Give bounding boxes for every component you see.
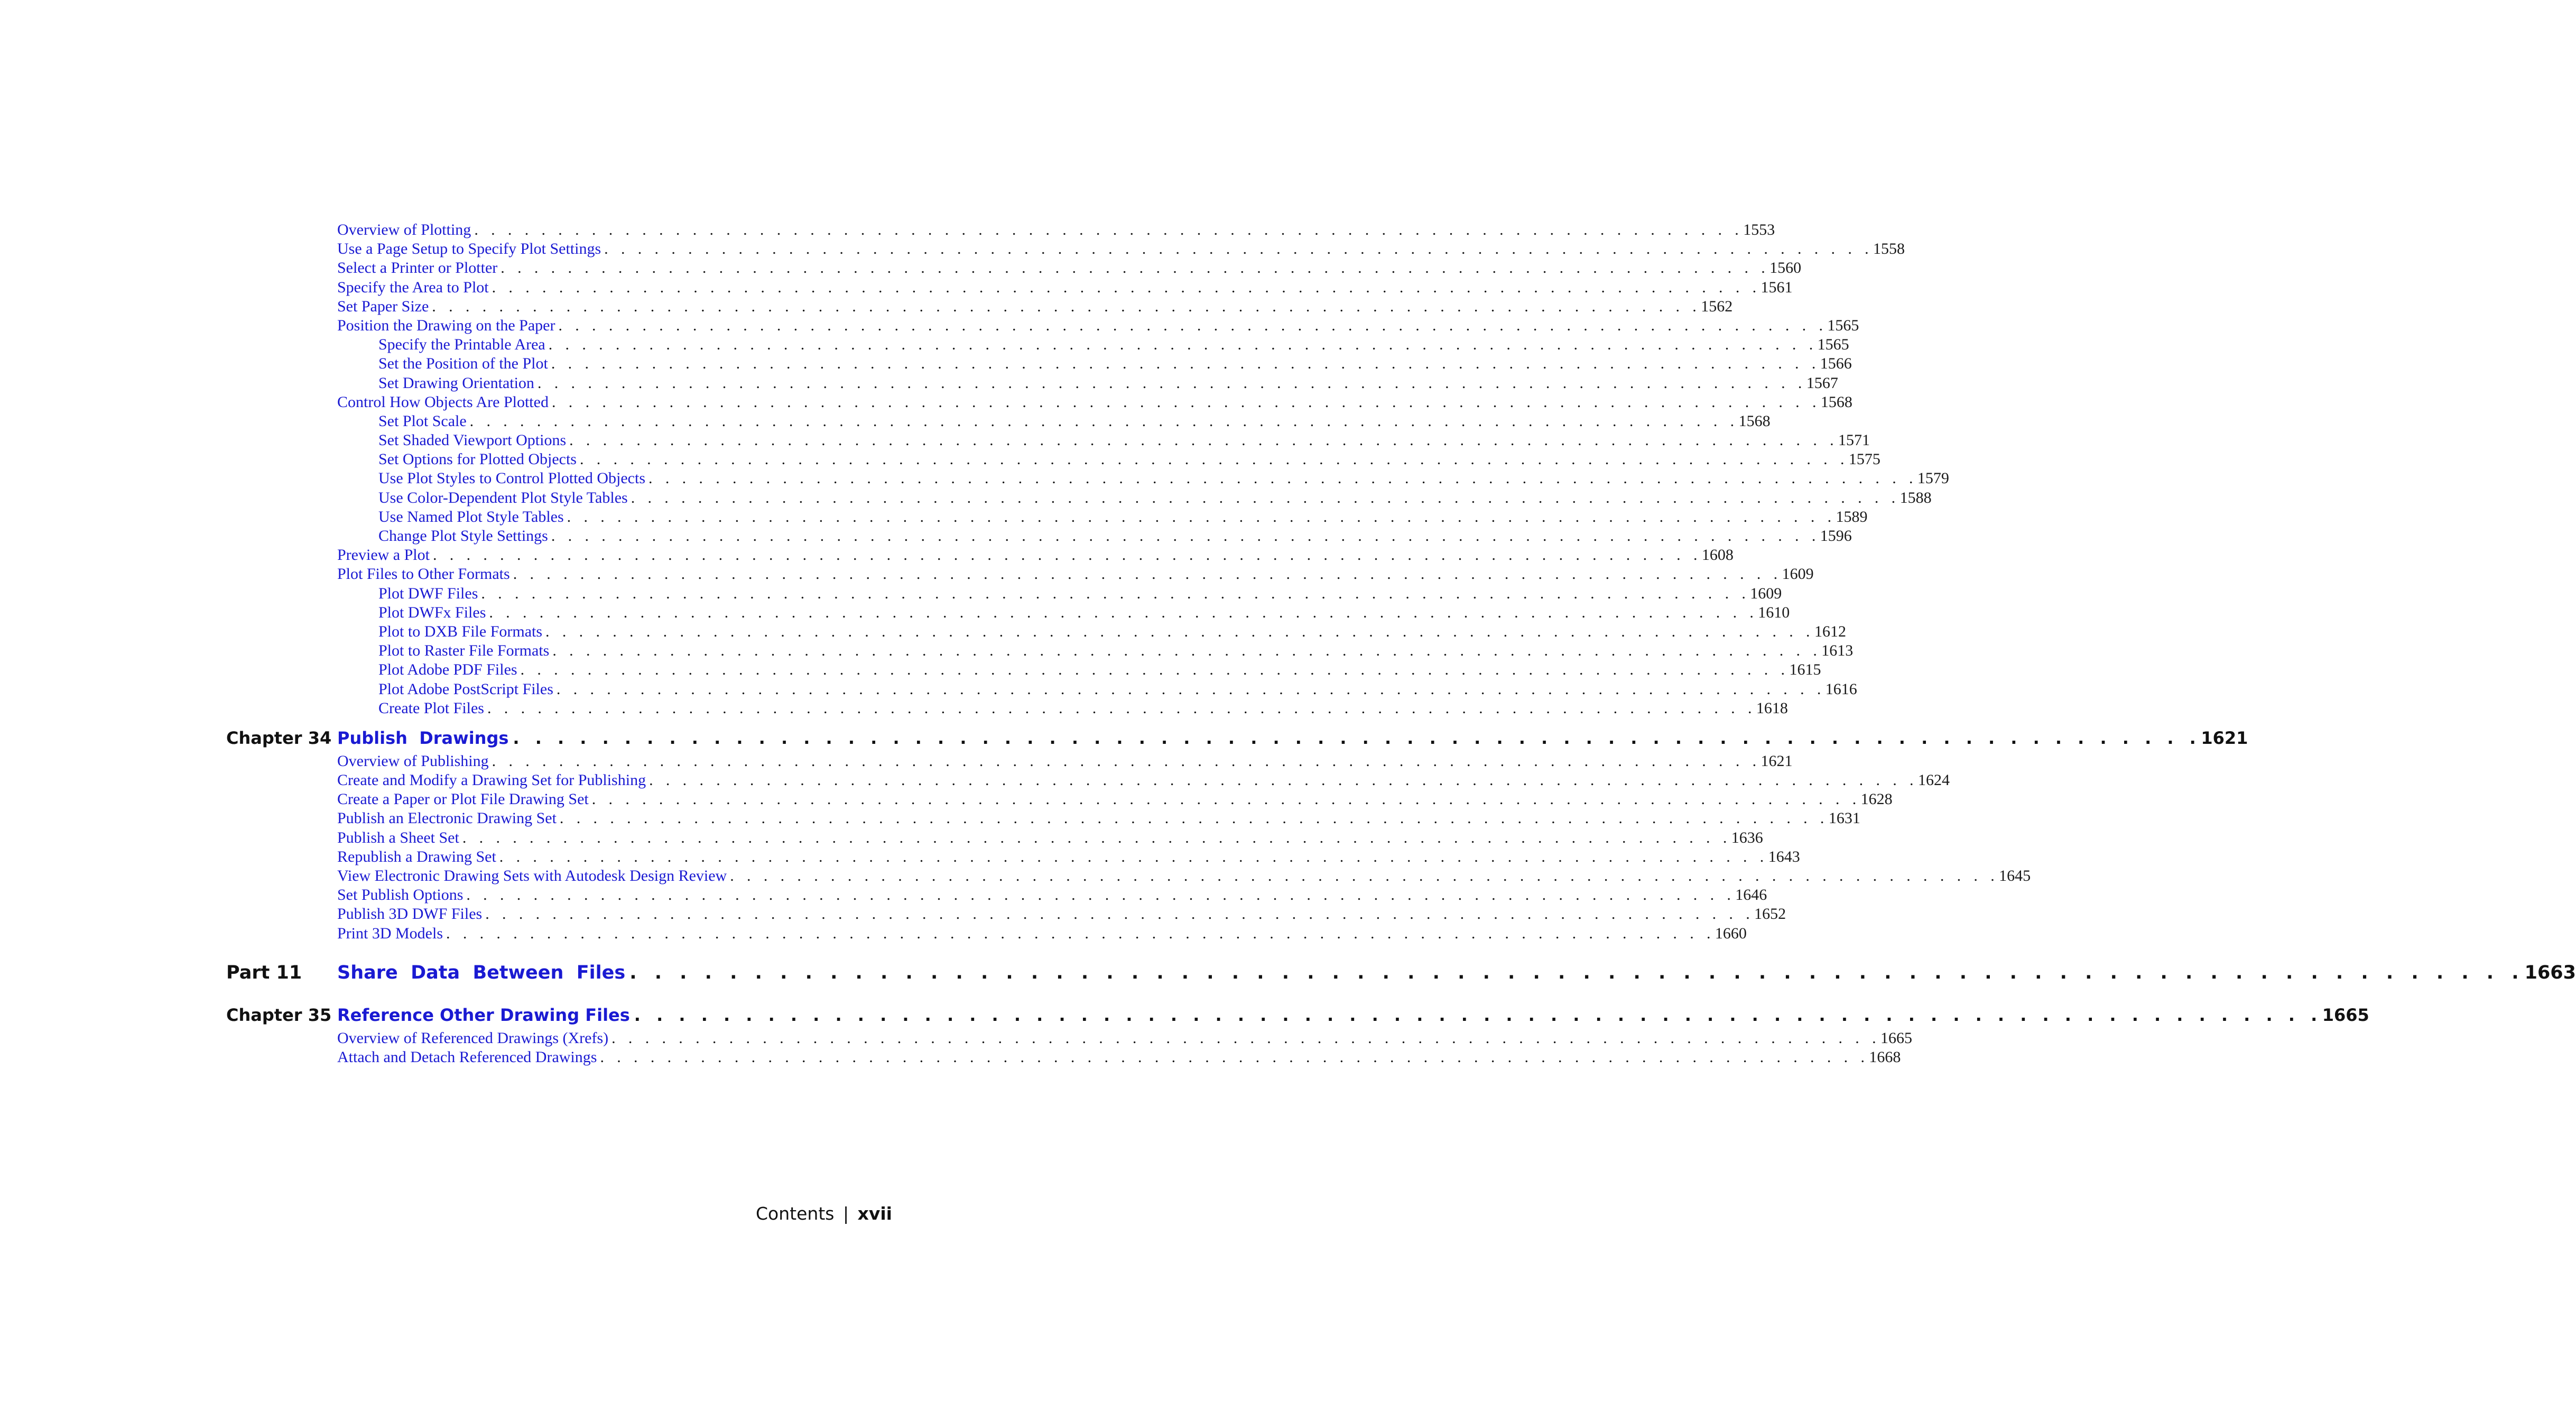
toc-entry-link[interactable]: Republish a Drawing Set xyxy=(337,847,496,865)
page-number: 1568 xyxy=(1820,393,1852,411)
toc-entry-link[interactable]: Publish a Sheet Set xyxy=(337,828,459,846)
page-number: 1565 xyxy=(1827,316,1859,334)
toc-entry-line xyxy=(378,527,1852,546)
toc-entry-line xyxy=(337,790,1893,809)
part-title-link[interactable]: Share Data Between Files xyxy=(337,962,626,983)
dot-leader: . . . . . . . . . . . . . . . . . . . . . . . . . . . . . . . . . . . . . . . . . . . . . . . . . . . . . . . . . . . . . . . . . . . . . . . . . . . . xyxy=(611,1029,1881,1047)
toc-entry-line xyxy=(337,828,1763,847)
toc-entry-link[interactable]: Use Named Plot Style Tables xyxy=(378,508,564,526)
toc-entry xyxy=(226,546,1734,565)
toc-entry-link[interactable]: Preview a Plot xyxy=(337,546,430,564)
dot-leader: . . . . . . . . . . . . . . . . . . . . . . . . . . . . . . . . . . . . . . . . . . . . . . . . . . . . . . . . . . . . . . . . . . . . . . . . . . . . xyxy=(513,727,2201,748)
page-number: 1663 xyxy=(2524,962,2576,983)
page-number: 1589 xyxy=(1836,508,1868,526)
toc-entry-line xyxy=(337,809,1860,828)
toc-entry-line xyxy=(337,1029,1913,1048)
dot-leader: . . . . . . . . . . . . . . . . . . . . . . . . . . . . . . . . . . . . . . . . . . . . . . . . . . . . . . . . . . . . . . . . . . . . . . . . . . . . xyxy=(634,1004,2322,1025)
toc-entry-line xyxy=(337,239,1905,259)
dot-leader: . . . . . . . . . . . . . . . . . . . . . . . . . . . . . . . . . . . . . . . . . . . . . . . . . . . . . . . . . . . . . . . . . . . . . . . . . . . . xyxy=(446,924,1715,942)
toc-entry-line xyxy=(337,393,1852,412)
page-number: 1558 xyxy=(1873,240,1905,258)
toc-entry-link[interactable]: Create Plot Files xyxy=(378,699,484,717)
toc-entry-link[interactable]: Plot Adobe PDF Files xyxy=(378,661,517,679)
page-number: 1618 xyxy=(1756,699,1788,717)
dot-leader: . . . . . . . . . . . . . . . . . . . . . . . . . . . . . . . . . . . . . . . . . . . . . . . . . . . . . . . . . . . . . . . . . . . . . . . . . . . . xyxy=(513,565,1782,583)
toc-entry-line xyxy=(378,488,1932,508)
toc-entry-link[interactable]: Set Options for Plotted Objects xyxy=(378,450,577,468)
toc-entry xyxy=(226,1048,1901,1067)
dot-leader: . . . . . . . . . . . . . . . . . . . . . . . . . . . . . . . . . . . . . . . . . . . . . . . . . . . . . . . . . . . . . . . . . . . . . . . . . . . . xyxy=(648,469,1917,487)
page-number: 1624 xyxy=(1917,771,1950,789)
toc-entry xyxy=(226,354,1852,373)
dot-leader: . . . . . . . . . . . . . . . . . . . . . . . . . . . . . . . . . . . . . . . . . . . . . . . . . . . . . . . . . . . . . . . . . . . . . . . . . . . . xyxy=(556,680,1826,698)
toc-entry xyxy=(226,412,1771,431)
toc-entry-link[interactable]: Overview of Referenced Drawings (Xrefs) xyxy=(337,1029,609,1047)
toc-entry xyxy=(226,488,1932,508)
toc-entry-link[interactable]: Plot to Raster File Formats xyxy=(378,642,550,660)
toc-entry-line xyxy=(378,354,1852,373)
toc-entry-line xyxy=(378,622,1846,641)
footer-separator: | xyxy=(842,1203,849,1224)
toc-entry-line xyxy=(378,603,1790,622)
page-number: 1616 xyxy=(1825,680,1857,698)
toc-entry xyxy=(226,886,1767,905)
dot-leader: . . . . . . . . . . . . . . . . . . . . . . . . . . . . . . . . . . . . . . . . . . . . . . . . . . . . . . . . . . . . . . . . . . . . . . . . . . . . xyxy=(551,355,1820,373)
page-number: 1567 xyxy=(1806,374,1838,392)
page-number: 1652 xyxy=(1754,905,1786,923)
toc-entry-link[interactable]: Position the Drawing on the Paper xyxy=(337,316,555,334)
part-number: Part 11 xyxy=(226,962,302,983)
page-number: 1609 xyxy=(1782,565,1814,583)
dot-leader: . . . . . . . . . . . . . . . . . . . . . . . . . . . . . . . . . . . . . . . . . . . . . . . . . . . . . . . . . . . . . . . . . . . . . . . . . . . . xyxy=(551,393,1821,411)
toc-entry-line xyxy=(378,508,1868,527)
heading-line xyxy=(337,725,2248,751)
chapter-heading xyxy=(226,1002,2369,1028)
page-number: 1668 xyxy=(1869,1048,1901,1066)
page-number: 1560 xyxy=(1769,259,1802,277)
page-number: 1615 xyxy=(1789,661,1821,679)
toc-entry-link[interactable]: Set Drawing Orientation xyxy=(378,374,534,392)
toc-entry xyxy=(226,809,1860,828)
page-number: 1612 xyxy=(1814,622,1846,640)
heading-line xyxy=(337,1002,2369,1028)
dot-leader: . . . . . . . . . . . . . . . . . . . . . . . . . . . . . . . . . . . . . . . . . . . . . . . . . . . . . . . . . . . . . . . . . . . . . . . . . . . . xyxy=(489,603,1758,621)
toc-entry xyxy=(226,924,1747,943)
toc-entry xyxy=(226,335,1849,354)
toc-entry xyxy=(226,297,1733,316)
page-number: 1579 xyxy=(1917,469,1949,487)
toc-entry-link[interactable]: Change Plot Style Settings xyxy=(378,527,548,545)
toc-entry-line xyxy=(337,771,1950,790)
dot-leader: . . . . . . . . . . . . . . . . . . . . . . . . . . . . . . . . . . . . . . . . . . . . . . . . . . . . . . . . . . . . . . . . . . . . . . . . . . . . xyxy=(492,752,1761,770)
page-number: 1568 xyxy=(1738,412,1771,430)
toc-entry-link[interactable]: Publish 3D DWF Files xyxy=(337,905,483,923)
page-footer xyxy=(756,1203,892,1224)
dot-leader: . . . . . . . . . . . . . . . . . . . . . . . . . . . . . . . . . . . . . . . . . . . . . . . . . . . . . . . . . . . . . . . . . . . . . . . . . . . . xyxy=(487,699,1756,717)
toc-section xyxy=(226,1002,2369,1067)
toc-entry xyxy=(226,431,1870,450)
toc-entry-link[interactable]: Select a Printer or Plotter xyxy=(337,259,498,277)
toc-entry-link[interactable]: Publish an Electronic Drawing Set xyxy=(337,809,557,827)
toc-entry-line xyxy=(337,867,2031,886)
chapter-heading xyxy=(226,725,2248,751)
toc-section xyxy=(226,725,2248,943)
toc-entry-line xyxy=(337,847,1800,867)
toc-entry-line xyxy=(337,1048,1901,1067)
dot-leader: . . . . . . . . . . . . . . . . . . . . . . . . . . . . . . . . . . . . . . . . . . . . . . . . . . . . . . . . . . . . . . . . . . . . . . . . . . . . xyxy=(579,450,1849,468)
toc-entry-line xyxy=(378,431,1870,450)
footer-page-number: xvii xyxy=(857,1203,892,1224)
toc-entry-link[interactable]: Create and Modify a Drawing Set for Publishing xyxy=(337,771,646,789)
dot-leader: . . . . . . . . . . . . . . . . . . . . . . . . . . . . . . . . . . . . . . . . . . . . . . . . . . . . . . . . . . . . . . . . . . . . . . . . . . . . xyxy=(591,790,1861,808)
chapter-title-link[interactable]: Reference Other Drawing Files xyxy=(337,1004,630,1025)
page-number: 1588 xyxy=(1899,488,1932,506)
page-number: 1575 xyxy=(1848,450,1880,468)
page-number: 1596 xyxy=(1820,527,1852,545)
toc-entry-link[interactable]: Use Color-Dependent Plot Style Tables xyxy=(378,488,628,506)
toc-entry xyxy=(226,316,1859,335)
dot-leader: . . . . . . . . . . . . . . . . . . . . . . . . . . . . . . . . . . . . . . . . . . . . . . . . . . . . . . . . . . . . . . . . . . . . . . . . . . . . xyxy=(545,622,1814,640)
toc-entry-line xyxy=(337,297,1733,316)
toc-entry-link[interactable]: Overview of Publishing xyxy=(337,752,489,770)
toc-entry-line xyxy=(337,752,1793,771)
dot-leader: . . . . . . . . . . . . . . . . . . . . . . . . . . . . . . . . . . . . . . . . . . . . . . . . . . . . . . . . . . . . . . . . . . . . . . . . . . . . xyxy=(567,508,1836,526)
dot-leader: . . . . . . . . . . . . . . . . . . . . . . . . . . . . . . . . . . . . . . . . . . . . . . . . . . . . . . . . . . . . . . . . . . . . . . . . . . . . xyxy=(558,316,1828,334)
toc-entry-line xyxy=(337,259,1802,278)
toc-entry-link[interactable]: Plot DWF Files xyxy=(378,584,478,602)
page-number: 1660 xyxy=(1715,924,1747,942)
dot-leader: . . . . . . . . . . . . . . . . . . . . . . . . . . . . . . . . . . . . . . . . . . . . . . . . . . . . . . . . . . . . . . . . . . . . . . . . . . . . xyxy=(485,905,1755,923)
toc-entry xyxy=(226,374,1838,393)
toc-entry-link[interactable]: Set Plot Scale xyxy=(378,412,467,430)
toc-entry xyxy=(226,239,1905,259)
dot-leader: . . . . . . . . . . . . . . . . . . . . . . . . . . . . . . . . . . . . . . . . . . . . . . . . . . . . . . . . . . . . . . . . . . . . . . . . . . . . xyxy=(548,336,1818,354)
toc-entry-link[interactable]: Specify the Area to Plot xyxy=(337,278,489,296)
toc-entry xyxy=(226,259,1802,278)
toc-entry xyxy=(226,278,1793,297)
toc-entry xyxy=(226,680,1857,699)
page-number: 1571 xyxy=(1838,431,1870,449)
toc-entry-line xyxy=(337,546,1734,565)
toc-entry-line xyxy=(378,680,1857,699)
toc-entry-link[interactable]: Create a Paper or Plot File Drawing Set xyxy=(337,790,589,808)
dot-leader: . . . . . . . . . . . . . . . . . . . . . . . . . . . . . . . . . . . . . . . . . . . . . . . . . . . . . . . . . . . . . . . . . . . . . . . . . . . . xyxy=(537,374,1806,392)
toc-entry xyxy=(226,508,1868,527)
toc-entry xyxy=(226,603,1790,622)
page-number: 1609 xyxy=(1750,584,1782,602)
toc-entry-line xyxy=(378,469,1949,488)
toc-entry-link[interactable]: Attach and Detach Referenced Drawings xyxy=(337,1048,597,1066)
toc-entry-link[interactable]: Set Paper Size xyxy=(337,297,429,315)
page-number: 1643 xyxy=(1768,847,1800,865)
dot-leader: . . . . . . . . . . . . . . . . . . . . . . . . . . . . . . . . . . . . . . . . . . . . . . . . . . . . . . . . . . . . . . . . . . . . . . . . . . . . xyxy=(730,867,1999,884)
toc-entry-line xyxy=(337,905,1786,924)
toc-entry xyxy=(226,393,1852,412)
toc-entry-link[interactable]: Plot Files to Other Formats xyxy=(337,565,510,583)
page-number: 1631 xyxy=(1828,809,1860,827)
toc-entry-line xyxy=(337,886,1767,905)
toc-entry-line xyxy=(378,699,1788,718)
dot-leader: . . . . . . . . . . . . . . . . . . . . . . . . . . . . . . . . . . . . . . . . . . . . . . . . . . . . . . . . . . . . . . . . . . . . . . . . . . . . xyxy=(501,259,1770,277)
dot-leader: . . . . . . . . . . . . . . . . . . . . . . . . . . . . . . . . . . . . . . . . . . . . . . . . . . . . . . . . . . . . . . . . . . . . . . . . . . . . xyxy=(466,886,1736,904)
toc-entry-link[interactable]: Specify the Printable Area xyxy=(378,336,545,354)
toc-entry-line xyxy=(378,660,1821,679)
toc-entry xyxy=(226,905,1786,924)
dot-leader: . . . . . . . . . . . . . . . . . . . . . . . . . . . . . . . . . . . . . . . . . . . . . . . . . . . . . . . . . . . . . . . . . . . . . . . . . . . . xyxy=(474,221,1744,238)
toc-entry-line xyxy=(337,316,1859,335)
dot-leader: . . . . . . . . . . . . . . . . . . . . . . . . . . . . . . . . . . . . . . . . . . . . . . . . . . . . . . . . . . . . . . . . . . . . . . . . . . . . xyxy=(499,847,1768,865)
toc-entry xyxy=(226,828,1763,847)
heading-line xyxy=(337,958,2576,988)
toc-entry-link[interactable]: Plot to DXB File Formats xyxy=(378,622,543,640)
page-number: 1553 xyxy=(1743,221,1775,238)
toc-entry-line xyxy=(337,278,1793,297)
part-heading xyxy=(226,958,2576,988)
toc-entry-link[interactable]: Use a Page Setup to Specify Plot Settings xyxy=(337,240,601,258)
dot-leader: . . . . . . . . . . . . . . . . . . . . . . . . . . . . . . . . . . . . . . . . . . . . . . . . . . . . . . . . . . . . . . . . . . . . . . . . . . . . xyxy=(569,431,1839,449)
dot-leader: . . . . . . . . . . . . . . . . . . . . . . . . . . . . . . . . . . . . . . . . . . . . . . . . . . . . . . . . . . . . . . . . . . . . . . . . . . . . xyxy=(481,584,1750,602)
page-number: 1621 xyxy=(1760,752,1793,770)
dot-leader: . . . . . . . . . . . . . . . . . . . . . . . . . . . . . . . . . . . . . . . . . . . . . . . . . . . . . . . . . . . . . . . . . . . . . . . . . . . . xyxy=(631,488,1900,506)
footer-label: Contents xyxy=(756,1203,835,1224)
dot-leader: . . . . . . . . . . . . . . . . . . . . . . . . . . . . . . . . . . . . . . . . . . . . . . . . . . . . . . . . . . . . . . . . . . . . . . . . . . . . xyxy=(432,297,1701,315)
page-number: 1636 xyxy=(1731,828,1763,846)
toc-entry xyxy=(226,752,1793,771)
chapter-number: Chapter 34 xyxy=(226,727,332,748)
chapter-title-link[interactable]: Publish Drawings xyxy=(337,727,509,748)
toc-entry xyxy=(226,622,1846,641)
dot-leader: . . . . . . . . . . . . . . . . . . . . . . . . . . . . . . . . . . . . . . . . . . . . . . . . . . . . . . . . . . . . . . . . . . . . . . . . . . . . xyxy=(492,278,1761,296)
dot-leader: . . . . . . . . . . . . . . . . . . . . . . . . . . . . . . . . . . . . . . . . . . . . . . . . . . . . . . . . . . . . . . . . . . . . . . . . . . . . xyxy=(600,1048,1869,1066)
toc-entry-line xyxy=(378,412,1771,431)
toc-entry xyxy=(226,527,1852,546)
toc-entry xyxy=(226,867,2031,886)
toc-entry-link[interactable]: Overview of Plotting xyxy=(337,221,471,238)
dot-leader: . . . . . . . . . . . . . . . . . . . . . . . . . . . . . . . . . . . . . . . . . . . . . . . . . . . . . . . . . . . . . . . . . . . . . . . . . . . . xyxy=(629,962,2525,983)
page-number: 1645 xyxy=(1999,867,2031,884)
toc-entry-link[interactable]: Set Publish Options xyxy=(337,886,464,904)
toc-entry-link[interactable]: Set the Position of the Plot xyxy=(378,355,548,373)
toc-entry-link[interactable]: Plot Adobe PostScript Files xyxy=(378,680,553,698)
toc-entry-line xyxy=(378,584,1782,603)
page-number: 1608 xyxy=(1701,546,1734,564)
dot-leader: . . . . . . . . . . . . . . . . . . . . . . . . . . . . . . . . . . . . . . . . . . . . . . . . . . . . . . . . . . . . . . . . . . . . . . . . . . . . xyxy=(604,240,1874,258)
toc-entry-line xyxy=(337,220,1775,239)
page-number: 1562 xyxy=(1701,297,1733,315)
toc-entry xyxy=(226,641,1854,660)
toc-entry-line xyxy=(378,641,1854,660)
toc-entry-link[interactable]: Set Shaded Viewport Options xyxy=(378,431,567,449)
dot-leader: . . . . . . . . . . . . . . . . . . . . . . . . . . . . . . . . . . . . . . . . . . . . . . . . . . . . . . . . . . . . . . . . . . . . . . . . . . . . xyxy=(469,412,1739,430)
toc-entry-line xyxy=(378,335,1849,354)
dot-leader: . . . . . . . . . . . . . . . . . . . . . . . . . . . . . . . . . . . . . . . . . . . . . . . . . . . . . . . . . . . . . . . . . . . . . . . . . . . . xyxy=(552,642,1822,660)
toc-entry-line xyxy=(378,450,1880,469)
toc-entry-link[interactable]: Use Plot Styles to Control Plotted Objects xyxy=(378,469,646,487)
dot-leader: . . . . . . . . . . . . . . . . . . . . . . . . . . . . . . . . . . . . . . . . . . . . . . . . . . . . . . . . . . . . . . . . . . . . . . . . . . . . xyxy=(551,527,1820,545)
toc-entry xyxy=(226,565,1814,584)
toc-entry xyxy=(226,790,1893,809)
page-number: 1621 xyxy=(2201,727,2248,748)
page-number: 1628 xyxy=(1860,790,1893,808)
toc-entry xyxy=(226,584,1782,603)
page-number: 1610 xyxy=(1758,603,1790,621)
toc-entry-line xyxy=(337,924,1747,943)
toc-entry-link[interactable]: View Electronic Drawing Sets with Autodesk Design Review xyxy=(337,867,727,884)
toc-entry xyxy=(226,847,1800,867)
dot-leader: . . . . . . . . . . . . . . . . . . . . . . . . . . . . . . . . . . . . . . . . . . . . . . . . . . . . . . . . . . . . . . . . . . . . . . . . . . . . xyxy=(559,809,1829,827)
toc-section xyxy=(226,220,1949,718)
toc-entry xyxy=(226,220,1775,239)
toc-entry-link[interactable]: Control How Objects Are Plotted xyxy=(337,393,549,411)
toc-entry-line xyxy=(378,374,1838,393)
page-number: 1561 xyxy=(1760,278,1793,296)
page-number: 1646 xyxy=(1735,886,1767,904)
dot-leader: . . . . . . . . . . . . . . . . . . . . . . . . . . . . . . . . . . . . . . . . . . . . . . . . . . . . . . . . . . . . . . . . . . . . . . . . . . . . xyxy=(462,828,1731,846)
toc-entry-link[interactable]: Plot DWFx Files xyxy=(378,603,486,621)
page-number: 1565 xyxy=(1817,336,1849,354)
toc-section xyxy=(226,958,2576,988)
toc-entry-line xyxy=(337,565,1814,584)
toc-entry xyxy=(226,469,1949,488)
table-of-contents xyxy=(226,220,2576,1067)
toc-entry xyxy=(226,771,1950,790)
page-number: 1566 xyxy=(1820,355,1852,373)
page-number: 1665 xyxy=(1880,1029,1913,1047)
toc-entry xyxy=(226,1029,1913,1048)
page-number: 1613 xyxy=(1821,642,1854,660)
toc-entry-link[interactable]: Print 3D Models xyxy=(337,924,443,942)
dot-leader: . . . . . . . . . . . . . . . . . . . . . . . . . . . . . . . . . . . . . . . . . . . . . . . . . . . . . . . . . . . . . . . . . . . . . . . . . . . . xyxy=(520,661,1790,679)
toc-entry xyxy=(226,660,1821,679)
toc-entry xyxy=(226,699,1788,718)
dot-leader: . . . . . . . . . . . . . . . . . . . . . . . . . . . . . . . . . . . . . . . . . . . . . . . . . . . . . . . . . . . . . . . . . . . . . . . . . . . . xyxy=(432,546,1702,564)
page-number: 1665 xyxy=(2322,1004,2369,1025)
chapter-number: Chapter 35 xyxy=(226,1004,332,1025)
toc-entry xyxy=(226,450,1880,469)
dot-leader: . . . . . . . . . . . . . . . . . . . . . . . . . . . . . . . . . . . . . . . . . . . . . . . . . . . . . . . . . . . . . . . . . . . . . . . . . . . . xyxy=(649,771,1918,789)
